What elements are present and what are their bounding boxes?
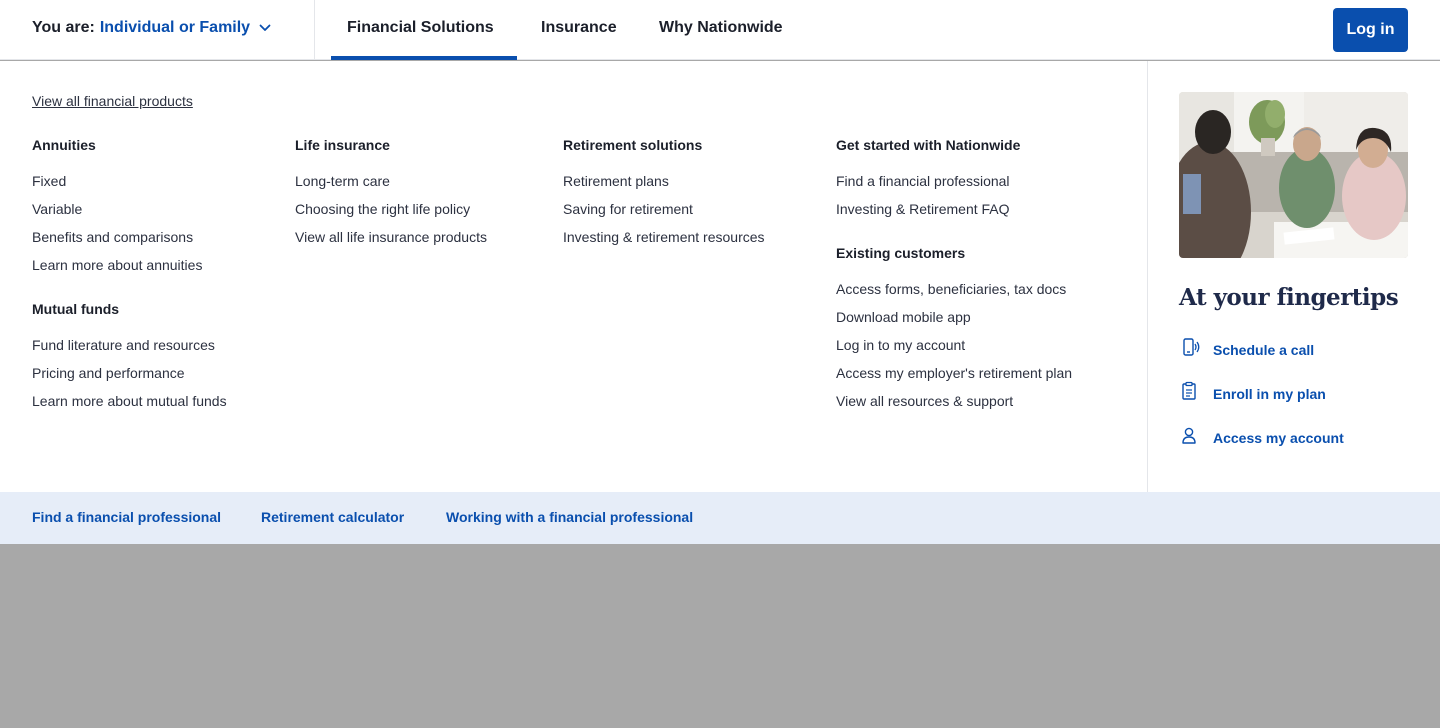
phone-icon [1181, 337, 1201, 362]
column-heading: Mutual funds [32, 301, 120, 317]
menu-column-retirement [563, 137, 765, 257]
menu-link[interactable]: Access forms, beneficiaries, tax docs [836, 281, 1067, 297]
audience-selector[interactable] [32, 19, 271, 37]
menu-link[interactable]: Pricing and performance [32, 365, 185, 381]
menu-link[interactable]: Benefits and comparisons [32, 229, 194, 245]
menu-link[interactable]: Retirement plans [563, 173, 669, 189]
menu-link[interactable]: Access my employer's retirement plan [836, 365, 1073, 381]
promo-title: At your fingertips [1179, 284, 1399, 311]
tab-why-nationwide[interactable]: Why Nationwide [659, 19, 783, 36]
tab-financial-solutions[interactable]: Financial Solutions [347, 19, 494, 36]
site-header [0, 0, 1440, 60]
column-heading: Annuities [32, 137, 96, 153]
menu-link[interactable]: Fixed [32, 173, 67, 189]
menu-link[interactable]: Investing & retirement resources [563, 229, 765, 245]
menu-column-existing-customers [836, 245, 1072, 421]
working-with-professional-link[interactable]: Working with a financial professional [446, 509, 694, 525]
quick-link-label: Schedule a call [1213, 341, 1315, 358]
menu-link[interactable]: Investing & Retirement FAQ [836, 201, 1010, 217]
column-heading: Get started with Nationwide [836, 137, 1021, 153]
menu-column-life-insurance [295, 137, 487, 257]
audience-prefix: You are: [32, 19, 95, 36]
menu-link[interactable]: View all life insurance products [295, 229, 487, 245]
menu-link[interactable]: Long-term care [295, 173, 390, 189]
view-all-financial-products-link[interactable]: View all financial products [32, 93, 193, 109]
menu-column-mutual-funds [32, 301, 227, 421]
menu-link[interactable]: Fund literature and resources [32, 337, 215, 353]
column-heading: Existing customers [836, 245, 966, 261]
quick-link-label: Enroll in my plan [1213, 385, 1326, 402]
enroll-plan-link[interactable] [1181, 381, 1326, 406]
menu-link[interactable]: Download mobile app [836, 309, 971, 325]
tab-insurance[interactable]: Insurance [541, 19, 617, 36]
menu-link[interactable]: Learn more about mutual funds [32, 393, 227, 409]
active-tab-indicator [331, 56, 517, 60]
menu-link[interactable]: Variable [32, 201, 83, 217]
menu-link[interactable]: Log in to my account [836, 337, 966, 353]
menu-link[interactable]: View all resources & support [836, 393, 1014, 409]
access-account-link[interactable] [1181, 425, 1344, 450]
promo-photo [1179, 92, 1408, 258]
promo-divider [1147, 61, 1148, 492]
menu-column-annuities [32, 137, 202, 285]
menu-link[interactable]: Choosing the right life policy [295, 201, 471, 217]
bottom-links-bar [0, 492, 1440, 544]
header-divider [314, 0, 315, 60]
column-heading: Retirement solutions [563, 137, 703, 153]
login-button[interactable]: Log in [1333, 8, 1408, 52]
quick-link-label: Access my account [1213, 429, 1344, 446]
find-financial-professional-link[interactable]: Find a financial professional [32, 509, 222, 525]
user-icon [1181, 425, 1197, 450]
menu-link[interactable]: Saving for retirement [563, 201, 693, 217]
menu-link[interactable]: Find a financial professional [836, 173, 1010, 189]
chevron-down-icon [259, 19, 271, 37]
menu-column-get-started [836, 137, 1020, 229]
audience-value: Individual or Family [99, 19, 251, 36]
menu-link[interactable]: Learn more about annuities [32, 257, 203, 273]
schedule-call-link[interactable] [1181, 337, 1314, 362]
retirement-calculator-link[interactable]: Retirement calculator [261, 509, 405, 525]
column-heading: Life insurance [295, 137, 390, 153]
clipboard-icon [1181, 381, 1197, 406]
